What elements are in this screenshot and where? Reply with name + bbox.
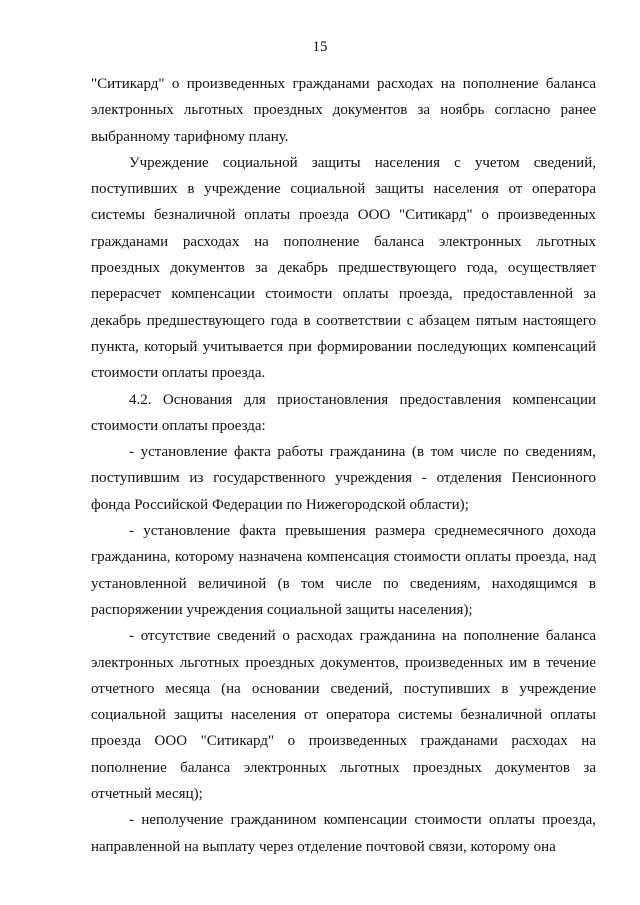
- list-item-no-expenses: - отсутствие сведений о расходах гражданина на пополнение баланса электронных льготных проездных документов, произведенных им в течение отчетного месяца (на основании сведений, поступивших в учреждение социальной защиты населения от оператора системы безналичной оплаты проезда ООО "Ситикард" о произведенных гражданами расходах на пополнение баланса электронных льготных проездных документов за отчетный месяц);: [91, 628, 596, 803]
- list-item-employment: - установление факта работы гражданина (в том числе по сведениям, поступившим из государственного учреждения - отделения Пенсионного фонда Российской Федерации по Нижегородской области);: [91, 444, 596, 513]
- paragraph-continuation: "Ситикард" о произведенных гражданами расходах на пополнение баланса электронных льготных проездных документов за ноябрь согласно ранее выбранному тарифному плану.: [91, 76, 596, 145]
- list-item-non-receipt: - неполучение гражданином компенсации стоимости оплаты проезда, направленной на выплату через отделение почтовой связи, которому она: [91, 812, 596, 855]
- paragraph-recalculation: Учреждение социальной защиты населения с учетом сведений, поступивших в учреждение социальной защиты населения от оператора системы безналичной оплаты проезда ООО "Ситикард" о произведенных гражданами расходах на пополнение баланса электронных льготных проездных документов за декабрь предшествующего года, осуществляет перерасчет компенсации стоимости оплаты проезда, предоставленной за декабрь предшествующего года в соответствии с абзацем пятым настоящего пункта, который учитывается при формировании последующих компенсаций стоимости оплаты проезда.: [91, 154, 596, 382]
- page-number: 15: [312, 39, 328, 55]
- document-body: [91, 71, 596, 860]
- list-item-income-excess: - установление факта превышения размера среднемесячного дохода гражданина, которому назначена компенсация стоимости оплаты проезда, над установленной величиной (в том числе по сведениям, находящимся в распоряжении учреждения социальной защиты населения);: [91, 523, 596, 618]
- paragraph-section-4-2: 4.2. Основания для приостановления предоставления компенсации стоимости оплаты проезда:: [91, 391, 596, 434]
